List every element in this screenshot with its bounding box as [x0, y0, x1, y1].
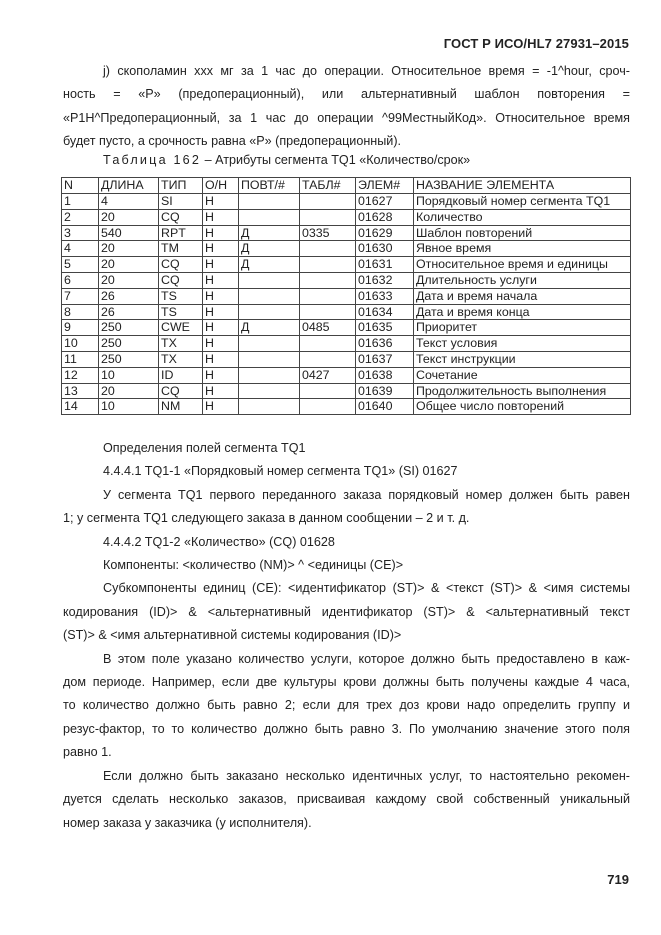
table-cell	[300, 288, 356, 304]
document-header: ГОСТ Р ИСО/HL7 27931–2015	[443, 36, 629, 51]
table-cell	[300, 209, 356, 225]
table-row	[62, 304, 631, 320]
tq1-1-line-2: 1; у сегмента TQ1 следующего заказа в данном сообщении – 2 и т. д.	[63, 511, 470, 526]
table-cell	[239, 272, 300, 288]
table-cell: Дата и время начала	[414, 288, 631, 304]
table-row	[62, 351, 631, 367]
table-cell: SI	[159, 194, 203, 210]
table-row	[62, 336, 631, 352]
table-cell: RPT	[159, 225, 203, 241]
intro-line-2: ность = «P» (предоперационный), или альтернативный шаблон повторения =	[63, 87, 630, 102]
table-cell: Н	[203, 351, 239, 367]
table-caption	[103, 153, 470, 167]
table-cell: 20	[99, 257, 159, 273]
table-cell	[300, 399, 356, 415]
column-header: НАЗВАНИЕ ЭЛЕМЕНТА	[414, 178, 631, 194]
table-cell: 4	[99, 194, 159, 210]
tq1-1-line-1: У сегмента TQ1 первого переданного заказа порядковый номер должен быть равен	[103, 487, 630, 502]
table-cell: Н	[203, 336, 239, 352]
table-cell	[300, 336, 356, 352]
table-row	[62, 241, 631, 257]
table-cell: 13	[62, 383, 99, 399]
table-cell: 01628	[356, 209, 414, 225]
field-heading-tq1-1: 4.4.4.1 TQ1-1 «Порядковый номер сегмента TQ1» (SI) 01627	[103, 464, 458, 479]
table-cell: 01634	[356, 304, 414, 320]
table-cell: 01631	[356, 257, 414, 273]
subcomponents-line-1: Субкомпоненты единиц (CE): <идентификатор (ST)> & <текст (ST)> & <имя системы	[103, 581, 630, 596]
table-cell: 250	[99, 351, 159, 367]
table-cell: Н	[203, 209, 239, 225]
table-caption-number: Таблица 162	[103, 153, 202, 167]
table-cell: CQ	[159, 257, 203, 273]
column-header: О/Н	[203, 178, 239, 194]
table-cell: Д	[239, 320, 300, 336]
table-cell: TS	[159, 288, 203, 304]
table-cell: Д	[239, 257, 300, 273]
table-cell: Порядковый номер сегмента TQ1	[414, 194, 631, 210]
table-cell: 01627	[356, 194, 414, 210]
table-cell: 26	[99, 304, 159, 320]
table-cell: Д	[239, 241, 300, 257]
table-cell: 8	[62, 304, 99, 320]
table-cell: 540	[99, 225, 159, 241]
table-cell: 01638	[356, 367, 414, 383]
table-row	[62, 288, 631, 304]
intro-paragraph	[63, 60, 630, 154]
table-cell: Явное время	[414, 241, 631, 257]
intro-line-1: j) скополамин ххх мг за 1 час до операции. Относительное время = -1^hour, сроч-	[103, 64, 630, 78]
table-cell: 3	[62, 225, 99, 241]
quantity-para-line-3: то количество должно быть равно 2; если для трех доз крови надо определить группу и	[63, 698, 630, 713]
table-cell: Н	[203, 272, 239, 288]
table-cell: 26	[99, 288, 159, 304]
table-cell	[239, 288, 300, 304]
subcomponents-line-2: кодирования (ID)> & <альтернативный идентификатор (ST)> & <альтернативный текст	[63, 604, 630, 619]
column-header: ЭЛЕМ#	[356, 178, 414, 194]
table-cell: 10	[99, 367, 159, 383]
table-cell: 01632	[356, 272, 414, 288]
table-row	[62, 383, 631, 399]
table-cell: Сочетание	[414, 367, 631, 383]
table-cell	[300, 257, 356, 273]
table-cell: Длительность услуги	[414, 272, 631, 288]
table-cell: CWE	[159, 320, 203, 336]
components-line: Компоненты: <количество (NM)> ^ <единицы (CE)>	[103, 558, 404, 573]
table-cell: 2	[62, 209, 99, 225]
table-cell	[300, 383, 356, 399]
table-row	[62, 272, 631, 288]
segment-attributes-table	[61, 177, 631, 415]
table-row	[62, 367, 631, 383]
table-cell: TM	[159, 241, 203, 257]
table-cell: 0427	[300, 367, 356, 383]
table-cell: 01636	[356, 336, 414, 352]
table-cell: 01630	[356, 241, 414, 257]
table-cell: 5	[62, 257, 99, 273]
table-cell: 250	[99, 336, 159, 352]
section-heading: Определения полей сегмента TQ1	[103, 441, 306, 455]
table-cell	[300, 241, 356, 257]
table-cell: 20	[99, 383, 159, 399]
table-cell: 14	[62, 399, 99, 415]
table-cell: 20	[99, 241, 159, 257]
column-header: ТИП	[159, 178, 203, 194]
table-cell: 7	[62, 288, 99, 304]
table-row	[62, 257, 631, 273]
table-cell: Д	[239, 225, 300, 241]
table-cell: Н	[203, 367, 239, 383]
table-cell	[239, 209, 300, 225]
table-cell: Приоритет	[414, 320, 631, 336]
table-row	[62, 194, 631, 210]
table-cell: Н	[203, 288, 239, 304]
table-cell: Шаблон повторений	[414, 225, 631, 241]
table-cell: 20	[99, 209, 159, 225]
field-heading-tq1-2: 4.4.4.2 TQ1-2 «Количество» (CQ) 01628	[103, 534, 335, 549]
table-cell: 01629	[356, 225, 414, 241]
intro-line-4: будет пусто, а срочность равна «P» (предоперационный).	[63, 134, 402, 149]
table-cell: 01639	[356, 383, 414, 399]
table-cell	[300, 272, 356, 288]
subcomponents-line-3: (ST)> & <имя альтернативной системы кодирования (ID)>	[63, 628, 402, 643]
quantity-para-line-2: дом периоде. Например, если две культуры крови должны быть получены каждые 4 часа,	[63, 675, 630, 690]
table-cell: 01637	[356, 351, 414, 367]
table-row	[62, 320, 631, 336]
table-cell: Текст условия	[414, 336, 631, 352]
table-cell: 9	[62, 320, 99, 336]
table-cell	[239, 351, 300, 367]
table-cell: Н	[203, 257, 239, 273]
table-cell: 12	[62, 367, 99, 383]
table-cell: Количество	[414, 209, 631, 225]
table-cell: Дата и время конца	[414, 304, 631, 320]
table-cell: 10	[99, 399, 159, 415]
table-cell	[239, 194, 300, 210]
table-cell	[239, 399, 300, 415]
table-cell: 0485	[300, 320, 356, 336]
table-cell: Относительное время и единицы	[414, 257, 631, 273]
quantity-para-line-1: В этом поле указано количество услуги, которое должно быть предоставлено в каж-	[103, 651, 630, 666]
table-cell	[239, 304, 300, 320]
table-cell: Н	[203, 194, 239, 210]
table-cell: 01640	[356, 399, 414, 415]
quantity-para-line-4: резус-фактор, то то количество должно быть равно 3. По умолчанию значение этого поля	[63, 721, 630, 736]
table-cell: 01635	[356, 320, 414, 336]
table-header-row	[62, 178, 631, 194]
table-cell: CQ	[159, 209, 203, 225]
table-row	[62, 225, 631, 241]
table-cell: 10	[62, 336, 99, 352]
table-cell	[300, 304, 356, 320]
table-cell: 01633	[356, 288, 414, 304]
table-cell	[239, 367, 300, 383]
table-cell: Н	[203, 304, 239, 320]
table-cell	[239, 336, 300, 352]
intro-line-3: «P1H^Предоперационный, за 1 час до операции ^99МестныйКод». Относительное время	[63, 110, 630, 125]
table-caption-title: – Атрибуты сегмента TQ1 «Количество/срок»	[201, 153, 471, 167]
recommendation-line-1: Если должно быть заказано несколько идентичных услуг, то настоятельно рекомен-	[103, 768, 630, 783]
table-cell: Общее число повторений	[414, 399, 631, 415]
table-cell: 0335	[300, 225, 356, 241]
table-cell: CQ	[159, 272, 203, 288]
table-row	[62, 399, 631, 415]
field-definitions	[63, 437, 630, 835]
table-cell: 4	[62, 241, 99, 257]
column-header: ПОВТ/#	[239, 178, 300, 194]
table-cell	[300, 194, 356, 210]
table-cell: Н	[203, 225, 239, 241]
table-cell: 1	[62, 194, 99, 210]
page-number: 719	[607, 872, 629, 887]
table-cell: CQ	[159, 383, 203, 399]
table-cell: 20	[99, 272, 159, 288]
table-cell: Продолжительность выполнения	[414, 383, 631, 399]
table-row	[62, 209, 631, 225]
table-cell: 11	[62, 351, 99, 367]
table-cell	[300, 351, 356, 367]
column-header: ДЛИНА	[99, 178, 159, 194]
recommendation-line-3: номер заказа у заказчика (у исполнителя).	[63, 815, 312, 830]
table-cell: TS	[159, 304, 203, 320]
table-cell	[239, 383, 300, 399]
table-cell: Н	[203, 399, 239, 415]
column-header: ТАБЛ#	[300, 178, 356, 194]
table-cell: Текст инструкции	[414, 351, 631, 367]
quantity-para-line-5: равно 1.	[63, 745, 112, 760]
table-cell: Н	[203, 383, 239, 399]
table-cell: 6	[62, 272, 99, 288]
table-cell: 250	[99, 320, 159, 336]
recommendation-line-2: дуется сделать несколько заказов, присваивая каждому свой собственный уникальный	[63, 792, 630, 807]
table-cell: NM	[159, 399, 203, 415]
column-header: N	[62, 178, 99, 194]
table-cell: ID	[159, 367, 203, 383]
table-cell: Н	[203, 241, 239, 257]
table-cell: TX	[159, 351, 203, 367]
table-cell: TX	[159, 336, 203, 352]
table-cell: Н	[203, 320, 239, 336]
